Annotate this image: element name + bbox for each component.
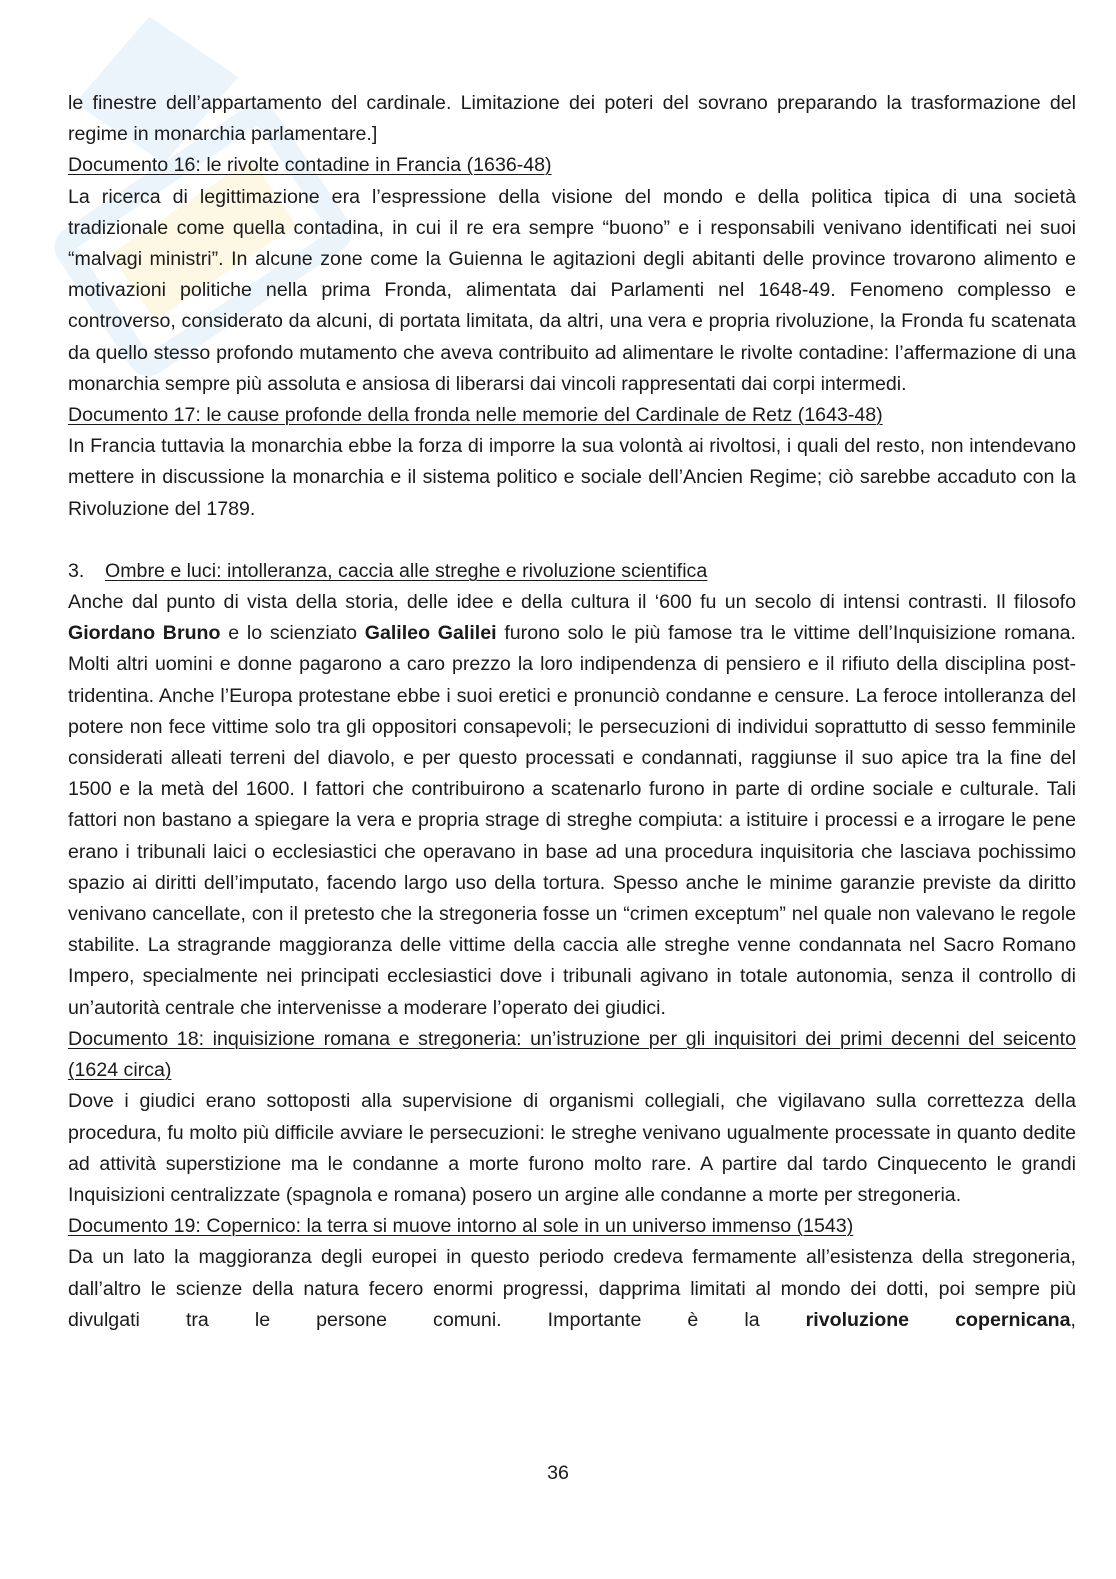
paragraph-doc18: Dove i giudici erano sottoposti alla supervisione di organismi collegiali, che vigilavano sulla correttezza della procedura, fu molto più difficile avviare le persecuzioni: le streghe venivano ugualmente processate in quanto dedite ad attività superstizione ma le condanne a morte furono molto rare. A partire dal tardo Cinquecento le grandi Inquisizioni centralizzate (spagnola e romana) posero un argine alle condanne a morte per stregoneria.	[68, 1090, 1076, 1206]
text-run: e lo scienziato	[220, 622, 365, 645]
text-run: furono solo le più famose tra le vittime dell’Inquisizione romana. Molti altri uomini e donne pagarono a caro prezzo la loro indipendenza di pensiero e il rifiuto della disciplina post-tridentina. Anche l’Europa protestane ebbe i suoi eretici e pronunciò condanne e censure. La feroce intolleranza del potere non fece vittime solo tra gli oppositori consapevoli; le persecuzioni di individui soprattutto di sesso femminile considerati alleati terreni del diavolo, e per questo processati e condannati, raggiunse il suo apice tra la fine del 1500 e la metà del 1600. I fattori che contribuirono a scatenarlo furono in parte di ordine sociale e culturale. Tali fattori non bastano a spiegare la vera e propria strage di streghe compiuta: a istituire i processi e a irrogare le pene erano i tribunali laici o ecclesiastici che operavano in base ad una procedura inquisitoria che lasciava pochissimo spazio ai diritti dell’imputato, facendo largo uso della tortura. Spesso anche le minime garanzie previste da diritto venivano cancellate, con il pretesto che la stregoneria fosse un “crimen exceptum” nel quale non valevano le regole stabilite. La stragrande maggioranza delle vittime della caccia alle streghe venne condannata nel Sacro Romano Impero, specialmente nei principati ecclesiastici dove i tribunali agivano in totale autonomia, senza il controllo di un’autorità centrale che intervenisse a moderare l’operato dei giudici.	[68, 622, 1076, 1019]
document-page	[68, 88, 1076, 1336]
page-number: 36	[547, 1462, 569, 1484]
paragraph-doc16: La ricerca di legittimazione era l’espressione della visione del mondo e della politica tipica di una società tradizionale come quella contadina, in cui il re era sempre “buono” e i responsabili venivano identificati nei suoi “malvagi ministri”. In alcune zone come la Guienna le agitazioni degli abitanti delle province trovarono alimento e motivazioni politiche nella prima Fronda, alimentata dai Parlamenti nel 1648-49. Fenomeno complesso e controverso, considerato da alcuni, di portata limitata, da altri, una vera e propria rivoluzione, la Fronda fu scatenata da quello stesso profondo mutamento che aveva contribuito ad alimentare le rivolte contadine: l’affermazione di una monarchia sempre più assoluta e ansiosa di liberarsi dai vincoli rappresentati dai corpi intermedi.	[68, 185, 1076, 395]
doc19-heading: Documento 19: Copernico: la terra si muove intorno al sole in un universo immenso (1543)	[68, 1215, 854, 1238]
doc17-heading: Documento 17: le cause profonde della fronda nelle memorie del Cardinale de Retz (1643-48)	[68, 404, 883, 427]
bold-term-copernican: rivoluzione copernicana	[805, 1308, 1071, 1331]
doc18-heading: Documento 18: inquisizione romana e stregoneria: un’istruzione per gli inquisitori dei primi decenni del seicento (1624 circa)	[68, 1027, 1076, 1082]
section-3-heading	[68, 556, 1076, 587]
paragraph-doc19	[68, 1242, 1076, 1336]
section-number: 3.	[68, 559, 85, 582]
doc16-heading: Documento 16: le rivolte contadine in Francia (1636-48)	[68, 154, 552, 177]
bold-name-bruno: Giordano Bruno	[68, 622, 221, 645]
bold-name-galilei: Galileo Galilei	[364, 622, 497, 645]
section-title: Ombre e luci: intolleranza, caccia alle streghe e rivoluzione scientifica	[105, 559, 708, 582]
paragraph-intro: le finestre dell’appartamento del cardinale. Limitazione dei poteri del sovrano preparando la trasformazione del regime in monarchia parlamentare.]	[68, 92, 1076, 146]
paragraph-doc17: In Francia tuttavia la monarchia ebbe la forza di imporre la sua volontà ai rivoltosi, i quali del resto, non intendevano mettere in discussione la monarchia e il sistema politico e sociale dell’Ancien Regime; ciò sarebbe accaduto con la Rivoluzione del 1789.	[68, 435, 1076, 520]
paragraph-section3	[68, 587, 1076, 1024]
text-run: Anche dal punto di vista della storia, delle idee e della cultura il ‘600 fu un secolo di intensi contrasti. Il filosofo	[68, 591, 1076, 614]
text-run: ,	[1070, 1308, 1076, 1331]
text-run: Da un lato la maggioranza degli europei in questo periodo credeva fermamente all’esistenza della stregoneria, dall’altro le scienze della natura fecero enormi progressi, dapprima limitati al mondo dei dotti, poi sempre più divulgati tra le persone comuni. Importante è la	[68, 1246, 1076, 1331]
